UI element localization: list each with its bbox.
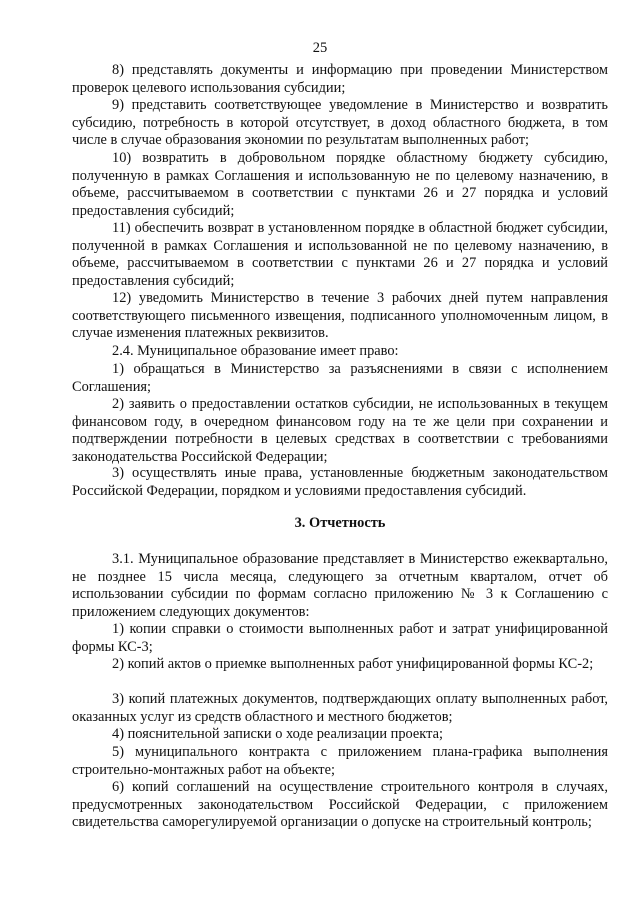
paragraph-doc-6: 6) копий соглашений на осуществление строительного контроля в случаях, предусмотренных законодательством Российской Федерации, с приложением свидетельства саморегулируемой организации о допуске на строительный контроль; bbox=[72, 779, 608, 831]
paragraph-item-12: 12) уведомить Министерство в течение 3 рабочих дней путем направления соответствующего письменного извещения, подписанного уполномоченным лицом, в случае изменения платежных реквизитов. bbox=[72, 290, 608, 342]
paragraph-doc-2: 2) копий актов о приемке выполненных работ унифицированной формы КС-2; bbox=[112, 656, 594, 672]
paragraph-item-9: 9) представить соответствующее уведомление в Министерство и возвратить субсидию, потребность в которой отсутствует, в доход областного бюджета, в том числе в случае образования экономии по результатам выполненных работ; bbox=[72, 97, 608, 149]
paragraph-2-4: 2.4. Муниципальное образование имеет право: bbox=[112, 343, 399, 359]
paragraph-item-10: 10) возвратить в добровольном порядке областному бюджету субсидию, полученную в рамках Соглашения и использованную не по целевому назначению, в объеме, рассчитываемом в соответствии с пунктами 26 и 27 порядка и условий предоставления субсидий; bbox=[72, 150, 608, 219]
paragraph-item-8: 8) представлять документы и информацию при проведении Министерством проверок целевого использования субсидии; bbox=[72, 62, 608, 96]
section-heading: 3. Отчетность bbox=[294, 515, 386, 531]
paragraph-right-1: 1) обращаться в Министерство за разъяснениями в связи с исполнением Соглашения; bbox=[72, 361, 608, 395]
paragraph-doc-5: 5) муниципального контракта с приложением плана-графика выполнения строительно-монтажных работ на объекте; bbox=[72, 744, 608, 778]
paragraph-doc-3: 3) копий платежных документов, подтверждающих оплату выполненных работ, оказанных услуг из средств областного и местного бюджетов; bbox=[72, 691, 608, 725]
page-number: 25 bbox=[312, 40, 328, 56]
paragraph-right-3: 3) осуществлять иные права, установленные бюджетным законодательством Российской Федерации, порядком и условиями предоставления субсидий. bbox=[72, 465, 608, 499]
paragraph-item-11: 11) обеспечить возврат в установленном порядке в областной бюджет субсидии, полученной в рамках Соглашения и использованной не по целевому назначению, в объеме, рассчитываемом в соответствии с пунктами 26 и 27 порядка и условий предоставления субсидий; bbox=[72, 220, 608, 289]
paragraph-doc-1: 1) копии справки о стоимости выполненных работ и затрат унифицированной формы КС-3; bbox=[72, 621, 608, 655]
paragraph-3-1: 3.1. Муниципальное образование представляет в Министерство ежеквартально, не позднее 15 числа месяца, следующего за отчетным кварталом, отчет об использовании субсидии по формам согласно приложению № 3 к Соглашению с приложением следующих документов: bbox=[72, 551, 608, 620]
paragraph-doc-4: 4) пояснительной записки о ходе реализации проекта; bbox=[112, 726, 443, 742]
paragraph-right-2: 2) заявить о предоставлении остатков субсидии, не использованных в текущем финансовом году, в очередном финансовом году на те же цели при сохранении и подтверждении потребности в целевых средствах в соответствии с требованиями законодательства Российской Федерации; bbox=[72, 396, 608, 465]
